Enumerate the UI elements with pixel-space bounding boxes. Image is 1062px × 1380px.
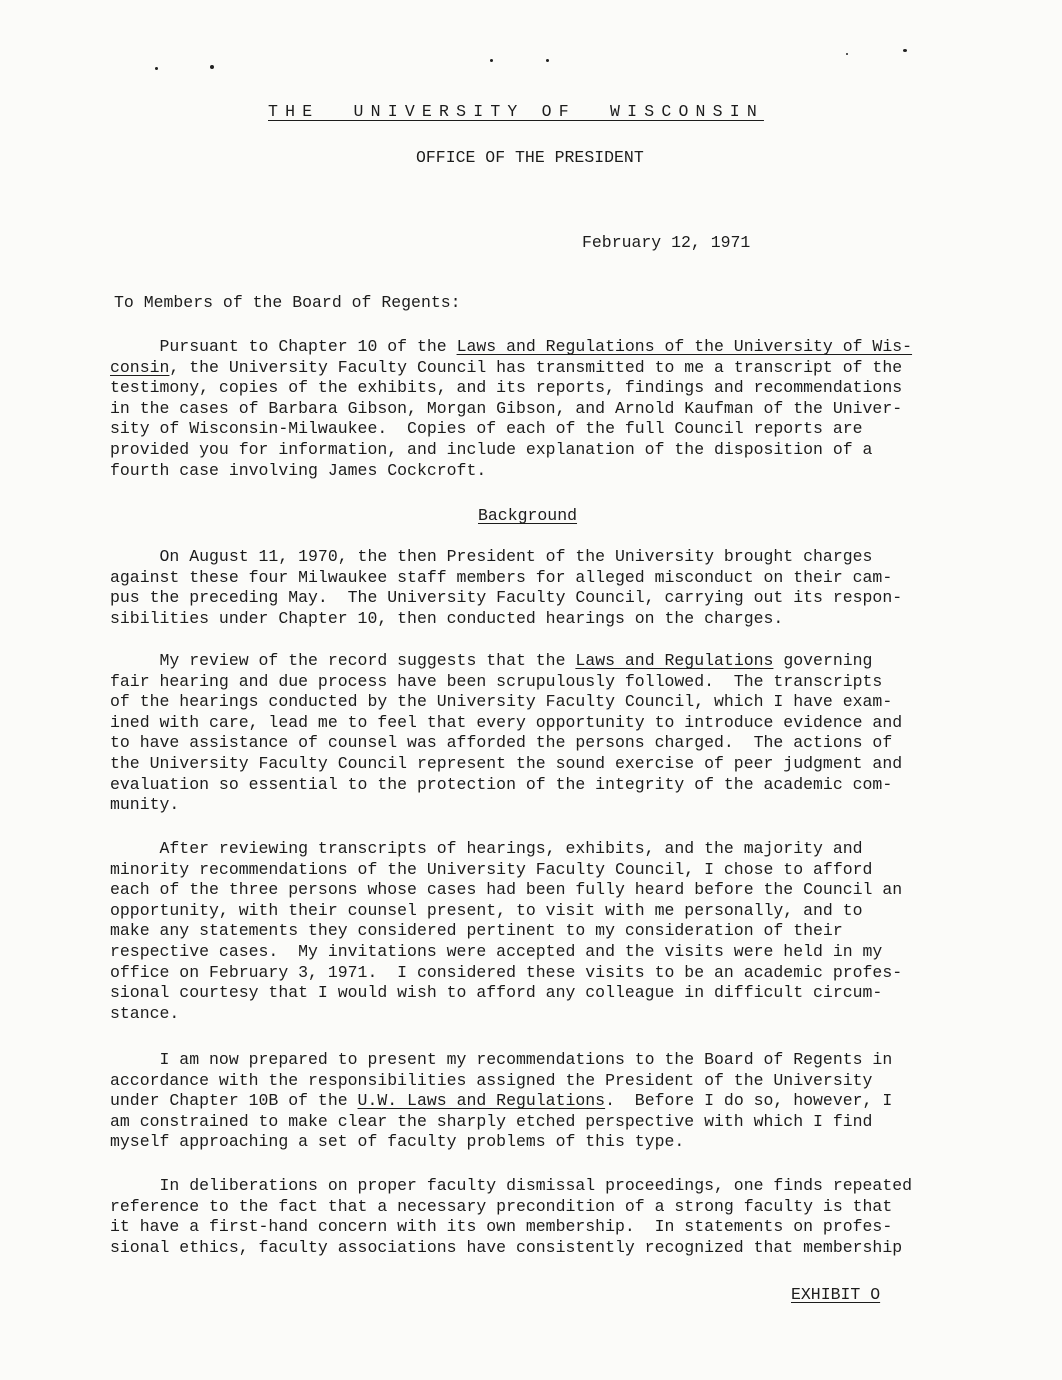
text-line: myself approaching a set of faculty problems of this type. [110,1132,685,1152]
text-line: After reviewing transcripts of hearings, exhibits, and the majority and [110,839,863,858]
text-line: ined with care, lead me to feel that every opportunity to introduce evidence and [110,712,903,732]
paragraph-visits [110,839,970,1024]
text-line [110,1091,970,1112]
text-line: testimony, copies of the exhibits, and its reports, findings and recommendations [110,378,903,398]
text-line: fourth case involving James Cockcroft. [110,460,487,480]
underlined-title: Laws and Regulations of the University of Wis- [456,337,913,356]
text-line: make any statements they considered pertinent to my consideration of their [110,921,843,941]
text-line: the University Faculty Council represent the sound exercise of peer judgment and [110,753,903,773]
section-heading-background: Background [478,506,578,525]
scan-speck [155,67,158,70]
text-segment: My review of the record suggests that the [110,651,576,670]
text-line: am constrained to make clear the sharply etched perspective with which I find [110,1111,873,1131]
paragraph-review [110,651,970,816]
text-segment: Pursuant to Chapter 10 of the [110,337,457,356]
text-line: of the hearings conducted by the University Faculty Council, which I have exam- [110,692,893,712]
underlined-title: Laws and Regulations [575,651,774,670]
text-line: to have assistance of counsel was afforded the persons charged. The actions of [110,733,893,753]
text-line: provided you for information, and include explanation of the disposition of a [110,439,873,459]
office-title: OFFICE OF THE PRESIDENT [416,148,644,167]
text-line: against these four Milwaukee staff members for alleged misconduct on their cam- [110,567,893,587]
text-line: On August 11, 1970, the then President of the University brought charges [110,547,873,566]
text-line: each of the three persons whose cases had been fully heard before the Council an [110,880,903,900]
letter-date: February 12, 1971 [582,233,751,252]
text-line: pus the preceding May. The University Faculty Council, carrying out its respon- [110,588,903,608]
text-line: stance. [110,1003,180,1023]
text-line: reference to the fact that a necessary precondition of a strong faculty is that [110,1196,893,1216]
text-segment: under Chapter 10B of the [110,1091,358,1111]
text-line: In deliberations on proper faculty dismissal proceedings, one finds repeated [110,1176,913,1195]
salutation: To Members of the Board of Regents: [114,293,461,312]
text-line: in the cases of Barbara Gibson, Morgan Gibson, and Arnold Kaufman of the Univer- [110,398,903,418]
text-line [110,358,970,379]
underlined-title: U.W. Laws and Regulations [357,1091,606,1111]
text-line: sibilities under Chapter 10, then conducted hearings on the charges. [110,608,784,628]
scan-speck [490,59,493,62]
text-line: evaluation so essential to the protection of the integrity of the academic com- [110,774,893,794]
text-line: sional courtesy that I would wish to afford any colleague in difficult circum- [110,983,883,1003]
scan-speck [903,49,907,52]
paragraph-deliberations [110,1176,970,1258]
text-line: opportunity, with their counsel present, to visit with me personally, and to [110,900,863,920]
text-line: sity of Wisconsin-Milwaukee. Copies of each of the full Council reports are [110,419,863,439]
text-line: fair hearing and due process have been scrupulously followed. The transcripts [110,671,883,691]
paragraph-transcripts [110,337,970,481]
underlined-title: consin [110,357,170,377]
text-line: office on February 3, 1971. I considered these visits to be an academic profes- [110,962,903,982]
text-line [110,651,970,672]
text-line [110,337,970,358]
scan-speck [546,59,549,62]
paragraph-recommendations [110,1050,970,1153]
exhibit-label: EXHIBIT O [791,1285,881,1304]
scan-speck [210,65,214,69]
text-segment: governing [773,651,873,670]
text-line: sional ethics, faculty associations have consistently recognized that membership [110,1237,903,1257]
text-line: respective cases. My invitations were accepted and the visits were held in my [110,941,883,961]
text-line: accordance with the responsibilities assigned the President of the University [110,1070,873,1090]
text-line: minority recommendations of the University Faculty Council, I chose to afford [110,859,873,879]
text-line: munity. [110,795,180,815]
scan-speck [846,53,848,55]
text-line: I am now prepared to present my recommendations to the Board of Regents in [110,1050,893,1069]
text-line: it have a first-hand concern with its own membership. In statements on profes- [110,1217,893,1237]
paragraph-charges [110,547,970,629]
text-segment: , the University Faculty Council has transmitted to me a transcript of the [169,357,903,377]
university-letterhead: THE UNIVERSITY OF WISCONSIN [268,102,764,121]
text-segment: . Before I do so, however, I [605,1091,893,1111]
